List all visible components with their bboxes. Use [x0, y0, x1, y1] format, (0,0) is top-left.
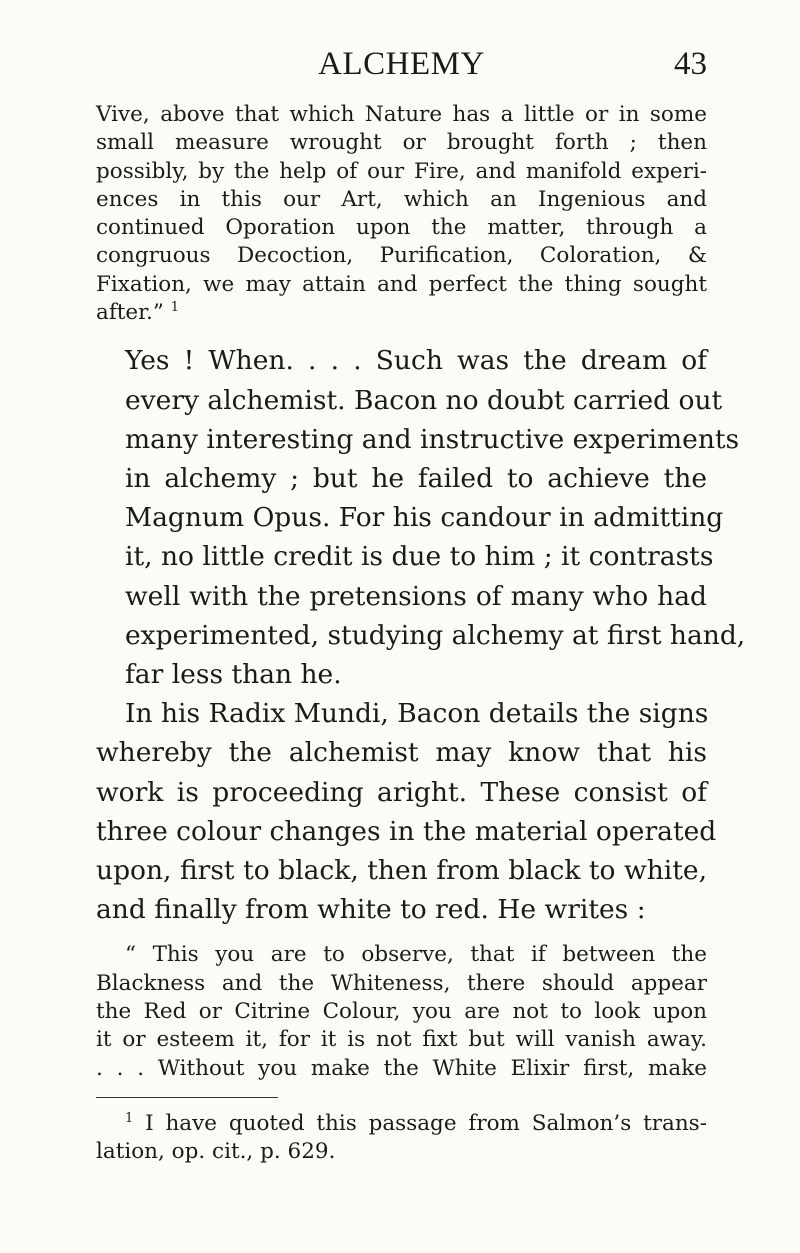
footnote-mark: 1 [125, 1110, 134, 1126]
text-line: and finally from white to red. He writes : [96, 894, 646, 926]
page-number: 43 [674, 46, 707, 82]
text-line [96, 1110, 707, 1139]
text-line: it or esteem it, for it is not fixt but will vanish away. [96, 1027, 707, 1053]
text-line: every alchemist. Bacon no doubt carried out [125, 384, 723, 416]
text-line: far less than he. [125, 659, 342, 690]
footnote [96, 1110, 707, 1167]
footnote-divider [96, 1097, 278, 1098]
running-title: ALCHEMY [318, 46, 485, 82]
text-line: In his Radix Mundi, Bacon details the signs [125, 698, 709, 730]
text-line: . . . Without you make the White Elixir first, make [96, 1055, 707, 1081]
text-line: it, no little credit is due to him ; it contrasts [125, 541, 714, 573]
text-line: continued Oporation upon the matter, through a [96, 215, 707, 241]
text-line: lation, op. cit., p. 629. [96, 1139, 336, 1165]
text-line: upon, first to black, then from black to white, [96, 855, 707, 887]
text-line: work is proceeding aright. These consist of [96, 776, 707, 808]
text-line: Magnum Opus. For his candour in admitting [125, 502, 724, 534]
text-line: experimented, studying alchemy at first hand, [125, 619, 746, 651]
quotation-block-1 [96, 101, 707, 327]
text-line [96, 299, 707, 327]
page-body [96, 101, 746, 1167]
text-line: Fixation, we may attain and perfect the thing sought [96, 271, 707, 297]
text-line: whereby the alchemist may know that his [96, 737, 707, 769]
text-line: ences in this our Art, which an Ingenious and [96, 186, 707, 212]
quotation-block-2 [96, 941, 707, 1082]
text-line: the Red or Citrine Colour, you are not to look upon [96, 999, 707, 1025]
text-line: Yes ! When. . . . Such was the dream of [125, 345, 707, 377]
text-line: many interesting and instructive experiments [125, 423, 740, 455]
text-line-content: I have quoted this passage from Salmon’s trans- [145, 1110, 707, 1136]
text-line: well with the pretensions of many who had [125, 580, 707, 612]
footnote-reference: 1 [170, 299, 180, 315]
text-line: three colour changes in the material operated [96, 815, 717, 847]
paragraph-2 [96, 694, 717, 929]
text-line: “ This you are to observe, that if between the [125, 942, 707, 968]
text-line: small measure wrought or brought forth ; then [96, 130, 707, 156]
text-line: Blackness and the Whiteness, there should appear [96, 970, 707, 996]
paragraph-1 [96, 341, 746, 694]
running-header [96, 46, 707, 90]
text-line: Vive, above that which Nature has a little or in some [96, 102, 707, 127]
text-line: in alchemy ; but he failed to achieve the [125, 462, 707, 494]
text-line: possibly, by the help of our Fire, and manifold experi- [96, 158, 707, 184]
text-line-content: after.” [96, 300, 164, 326]
text-line: congruous Decoction, Purification, Coloration, & [96, 243, 707, 269]
